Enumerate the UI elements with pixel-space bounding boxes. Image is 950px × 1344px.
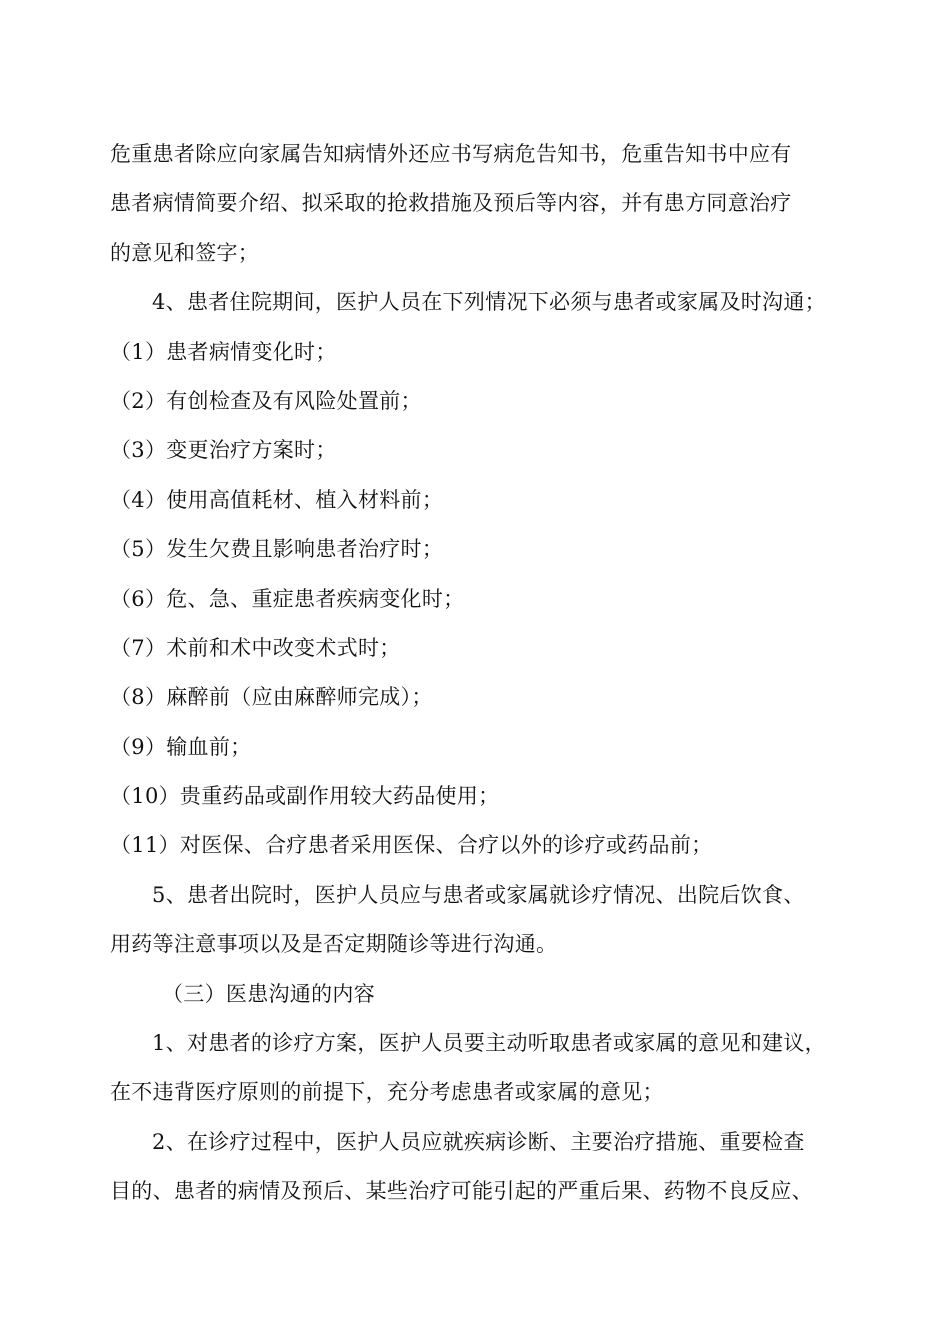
section-heading: （三）医患沟通的内容 bbox=[162, 981, 375, 1006]
list-item: （1）患者病情变化时； bbox=[110, 339, 337, 364]
list-item: （6）危、急、重症患者疾病变化时； bbox=[110, 586, 465, 611]
list-item: （4）使用高值耗材、植入材料前； bbox=[110, 487, 444, 512]
list-item: （8）麻醉前（应由麻醉师完成）； bbox=[110, 685, 433, 710]
paragraph-line: 的意见和签字； bbox=[110, 240, 260, 265]
paragraph-line: 5、患者出院时，医护人员应与患者或家属就诊疗情况、出院后饮食、 bbox=[152, 882, 805, 907]
list-item: （11）对医保、合疗患者采用医保、合疗以外的诊疗或药品前； bbox=[110, 833, 713, 858]
paragraph-line: 在不违背医疗原则的前提下，充分考虑患者或家属的意见； bbox=[110, 1080, 664, 1105]
list-item: （9）输血前； bbox=[110, 734, 252, 759]
document-body bbox=[110, 130, 850, 1217]
paragraph-line: 2、在诊疗过程中，医护人员应就疾病诊断、主要治疗措施、重要检查 bbox=[152, 1129, 805, 1154]
list-item: （5）发生欠费且影响患者治疗时； bbox=[110, 537, 444, 562]
list-heading-4: 4、患者住院期间，医护人员在下列情况下必须与患者或家属及时沟通； bbox=[152, 290, 826, 315]
paragraph-line: 患者病情简要介绍、拟采取的抢救措施及预后等内容，并有患方同意治疗 bbox=[110, 191, 792, 216]
paragraph-line: 危重患者除应向家属告知病情外还应书写病危告知书，危重告知书中应有 bbox=[110, 142, 792, 166]
paragraph-line: 目的、患者的病情及预后、某些治疗可能引起的严重后果、药物不良反应、 bbox=[110, 1179, 813, 1204]
list-item: （3）变更治疗方案时； bbox=[110, 438, 337, 463]
list-item: （2）有创检查及有风险处置前； bbox=[110, 388, 422, 413]
paragraph-line: 1、对患者的诊疗方案，医护人员要主动听取患者或家属的意见和建议， bbox=[152, 1031, 826, 1056]
list-item: （7）术前和术中改变术式时； bbox=[110, 635, 401, 660]
list-item: （10）贵重药品或副作用较大药品使用； bbox=[110, 784, 500, 809]
paragraph-line: 用药等注意事项以及是否定期随诊等进行沟通。 bbox=[110, 932, 558, 957]
